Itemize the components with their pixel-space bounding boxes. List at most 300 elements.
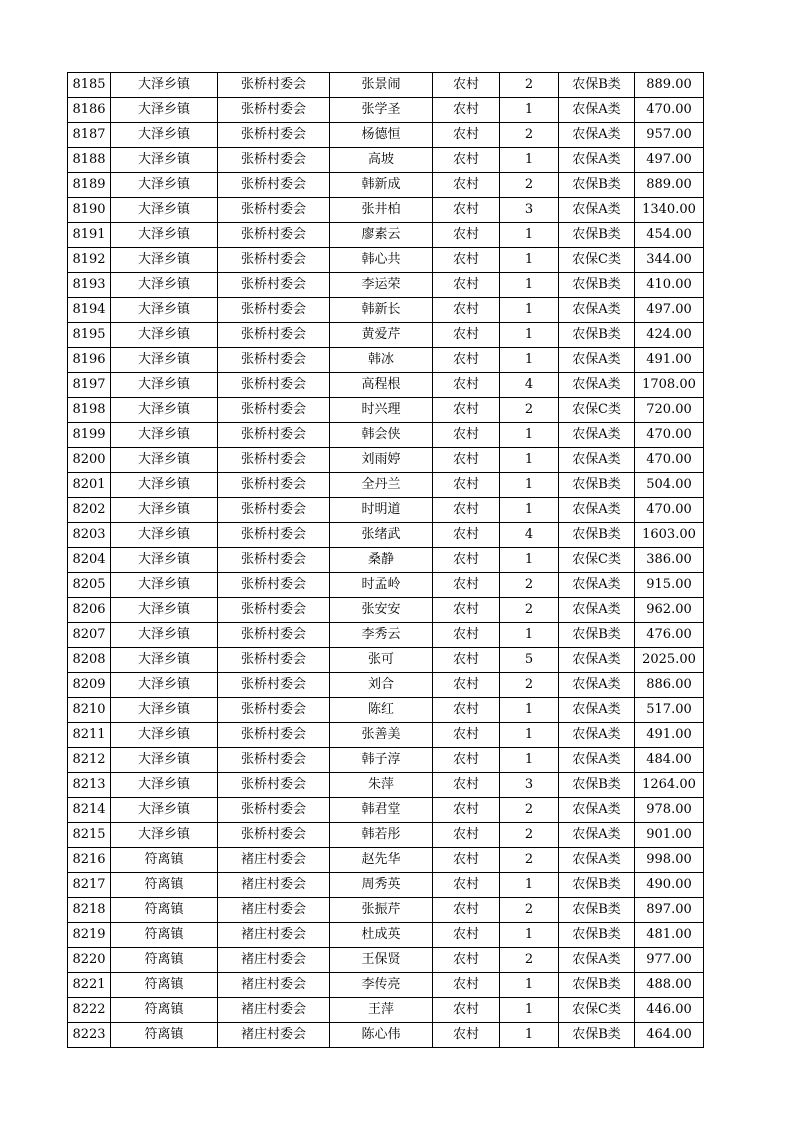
residence-type-cell: 农村: [433, 448, 500, 473]
amount-cell: 998.00: [635, 848, 704, 873]
residence-type-cell: 农村: [433, 873, 500, 898]
table-row: [68, 598, 704, 623]
village-committee-cell: 褚庄村委会: [218, 998, 330, 1023]
person-name-cell: 周秀英: [330, 873, 433, 898]
person-name-cell: 韩心共: [330, 248, 433, 273]
village-committee-cell: 张桥村委会: [218, 748, 330, 773]
household-size-cell: 1: [500, 448, 559, 473]
residence-type-cell: 农村: [433, 648, 500, 673]
village-committee-cell: 张桥村委会: [218, 223, 330, 248]
record-number-cell: 8193: [68, 273, 111, 298]
insurance-category-cell: 农保A类: [559, 648, 635, 673]
household-size-cell: 1: [500, 273, 559, 298]
person-name-cell: 时兴理: [330, 398, 433, 423]
table-row: [68, 623, 704, 648]
record-number-cell: 8223: [68, 1023, 111, 1048]
household-size-cell: 2: [500, 798, 559, 823]
table-row: [68, 848, 704, 873]
village-committee-cell: 张桥村委会: [218, 473, 330, 498]
insurance-category-cell: 农保B类: [559, 973, 635, 998]
amount-cell: 344.00: [635, 248, 704, 273]
township-cell: 大泽乡镇: [111, 348, 218, 373]
residence-type-cell: 农村: [433, 348, 500, 373]
household-size-cell: 2: [500, 898, 559, 923]
village-committee-cell: 张桥村委会: [218, 98, 330, 123]
table-row: [68, 248, 704, 273]
village-committee-cell: 张桥村委会: [218, 798, 330, 823]
table-row: [68, 348, 704, 373]
insurance-category-cell: 农保B类: [559, 173, 635, 198]
insurance-category-cell: 农保B类: [559, 523, 635, 548]
residence-type-cell: 农村: [433, 498, 500, 523]
residence-type-cell: 农村: [433, 623, 500, 648]
insurance-category-cell: 农保B类: [559, 273, 635, 298]
residence-type-cell: 农村: [433, 598, 500, 623]
village-committee-cell: 张桥村委会: [218, 823, 330, 848]
person-name-cell: 张善美: [330, 723, 433, 748]
residence-type-cell: 农村: [433, 823, 500, 848]
amount-cell: 484.00: [635, 748, 704, 773]
township-cell: 大泽乡镇: [111, 673, 218, 698]
record-number-cell: 8192: [68, 248, 111, 273]
village-committee-cell: 张桥村委会: [218, 723, 330, 748]
township-cell: 大泽乡镇: [111, 223, 218, 248]
residence-type-cell: 农村: [433, 898, 500, 923]
table-row: [68, 273, 704, 298]
amount-cell: 497.00: [635, 148, 704, 173]
amount-cell: 1603.00: [635, 523, 704, 548]
village-committee-cell: 张桥村委会: [218, 148, 330, 173]
amount-cell: 2025.00: [635, 648, 704, 673]
table-row: [68, 198, 704, 223]
township-cell: 大泽乡镇: [111, 523, 218, 548]
amount-cell: 470.00: [635, 98, 704, 123]
township-cell: 大泽乡镇: [111, 473, 218, 498]
record-number-cell: 8198: [68, 398, 111, 423]
township-cell: 大泽乡镇: [111, 498, 218, 523]
table-row: [68, 523, 704, 548]
insurance-category-cell: 农保A类: [559, 798, 635, 823]
residence-type-cell: 农村: [433, 323, 500, 348]
person-name-cell: 赵先华: [330, 848, 433, 873]
amount-cell: 497.00: [635, 298, 704, 323]
residence-type-cell: 农村: [433, 548, 500, 573]
record-number-cell: 8187: [68, 123, 111, 148]
table-row: [68, 798, 704, 823]
insurance-category-cell: 农保A类: [559, 298, 635, 323]
residence-type-cell: 农村: [433, 748, 500, 773]
village-committee-cell: 张桥村委会: [218, 673, 330, 698]
record-number-cell: 8185: [68, 73, 111, 98]
village-committee-cell: 张桥村委会: [218, 198, 330, 223]
household-size-cell: 1: [500, 623, 559, 648]
person-name-cell: 韩冰: [330, 348, 433, 373]
person-name-cell: 张井柏: [330, 198, 433, 223]
person-name-cell: 黄爱芹: [330, 323, 433, 348]
township-cell: 大泽乡镇: [111, 823, 218, 848]
village-committee-cell: 张桥村委会: [218, 598, 330, 623]
amount-cell: 889.00: [635, 73, 704, 98]
table-row: [68, 473, 704, 498]
amount-cell: 386.00: [635, 548, 704, 573]
household-size-cell: 1: [500, 1023, 559, 1048]
table-row: [68, 1023, 704, 1048]
amount-cell: 978.00: [635, 798, 704, 823]
record-number-cell: 8222: [68, 998, 111, 1023]
amount-cell: 977.00: [635, 948, 704, 973]
village-committee-cell: 张桥村委会: [218, 348, 330, 373]
household-size-cell: 1: [500, 323, 559, 348]
table-row: [68, 323, 704, 348]
insurance-category-cell: 农保A类: [559, 98, 635, 123]
amount-cell: 491.00: [635, 723, 704, 748]
record-number-cell: 8218: [68, 898, 111, 923]
person-name-cell: 韩新成: [330, 173, 433, 198]
insurance-category-cell: 农保B类: [559, 873, 635, 898]
residence-type-cell: 农村: [433, 848, 500, 873]
insurance-category-cell: 农保B类: [559, 223, 635, 248]
township-cell: 符离镇: [111, 948, 218, 973]
amount-cell: 957.00: [635, 123, 704, 148]
insurance-category-cell: 农保A类: [559, 573, 635, 598]
village-committee-cell: 张桥村委会: [218, 423, 330, 448]
record-number-cell: 8189: [68, 173, 111, 198]
village-committee-cell: 张桥村委会: [218, 323, 330, 348]
household-size-cell: 2: [500, 73, 559, 98]
residence-type-cell: 农村: [433, 523, 500, 548]
township-cell: 符离镇: [111, 898, 218, 923]
village-committee-cell: 张桥村委会: [218, 73, 330, 98]
residence-type-cell: 农村: [433, 673, 500, 698]
residence-type-cell: 农村: [433, 1023, 500, 1048]
person-name-cell: 刘合: [330, 673, 433, 698]
household-size-cell: 2: [500, 173, 559, 198]
village-committee-cell: 褚庄村委会: [218, 948, 330, 973]
residence-type-cell: 农村: [433, 298, 500, 323]
insurance-category-cell: 农保B类: [559, 1023, 635, 1048]
person-name-cell: 韩会侠: [330, 423, 433, 448]
residence-type-cell: 农村: [433, 423, 500, 448]
amount-cell: 464.00: [635, 1023, 704, 1048]
table-row: [68, 298, 704, 323]
household-size-cell: 1: [500, 723, 559, 748]
insurance-category-cell: 农保B类: [559, 923, 635, 948]
residence-type-cell: 农村: [433, 123, 500, 148]
person-name-cell: 时明道: [330, 498, 433, 523]
table-row: [68, 723, 704, 748]
residence-type-cell: 农村: [433, 198, 500, 223]
record-number-cell: 8206: [68, 598, 111, 623]
household-size-cell: 4: [500, 373, 559, 398]
amount-cell: 481.00: [635, 923, 704, 948]
amount-cell: 915.00: [635, 573, 704, 598]
insurance-category-cell: 农保A类: [559, 198, 635, 223]
record-number-cell: 8211: [68, 723, 111, 748]
township-cell: 大泽乡镇: [111, 248, 218, 273]
household-size-cell: 1: [500, 973, 559, 998]
township-cell: 大泽乡镇: [111, 298, 218, 323]
household-size-cell: 1: [500, 223, 559, 248]
insurance-category-cell: 农保A类: [559, 498, 635, 523]
amount-cell: 410.00: [635, 273, 704, 298]
insurance-category-cell: 农保A类: [559, 123, 635, 148]
table-row: [68, 898, 704, 923]
amount-cell: 901.00: [635, 823, 704, 848]
insurance-category-cell: 农保C类: [559, 398, 635, 423]
township-cell: 大泽乡镇: [111, 98, 218, 123]
village-committee-cell: 张桥村委会: [218, 648, 330, 673]
residence-type-cell: 农村: [433, 798, 500, 823]
insurance-category-cell: 农保B类: [559, 898, 635, 923]
residence-type-cell: 农村: [433, 73, 500, 98]
household-size-cell: 2: [500, 398, 559, 423]
township-cell: 大泽乡镇: [111, 723, 218, 748]
insurance-category-cell: 农保A类: [559, 698, 635, 723]
amount-cell: 517.00: [635, 698, 704, 723]
person-name-cell: 王保贤: [330, 948, 433, 973]
village-committee-cell: 褚庄村委会: [218, 1023, 330, 1048]
table-row: [68, 498, 704, 523]
household-size-cell: 4: [500, 523, 559, 548]
table-row: [68, 423, 704, 448]
record-number-cell: 8208: [68, 648, 111, 673]
amount-cell: 1708.00: [635, 373, 704, 398]
insurance-category-cell: 农保A类: [559, 848, 635, 873]
record-number-cell: 8221: [68, 973, 111, 998]
insurance-category-cell: 农保A类: [559, 598, 635, 623]
township-cell: 符离镇: [111, 923, 218, 948]
amount-cell: 491.00: [635, 348, 704, 373]
township-cell: 大泽乡镇: [111, 548, 218, 573]
residence-type-cell: 农村: [433, 398, 500, 423]
village-committee-cell: 张桥村委会: [218, 448, 330, 473]
residence-type-cell: 农村: [433, 998, 500, 1023]
insurance-category-cell: 农保A类: [559, 148, 635, 173]
village-committee-cell: 张桥村委会: [218, 298, 330, 323]
table-row: [68, 773, 704, 798]
insurance-category-cell: 农保B类: [559, 623, 635, 648]
person-name-cell: 高坡: [330, 148, 433, 173]
person-name-cell: 张振芹: [330, 898, 433, 923]
table-row: [68, 98, 704, 123]
insurance-category-cell: 农保A类: [559, 423, 635, 448]
table-row: [68, 948, 704, 973]
residence-type-cell: 农村: [433, 923, 500, 948]
table-row: [68, 998, 704, 1023]
residence-type-cell: 农村: [433, 148, 500, 173]
person-name-cell: 高程根: [330, 373, 433, 398]
record-number-cell: 8216: [68, 848, 111, 873]
insurance-category-cell: 农保A类: [559, 348, 635, 373]
township-cell: 符离镇: [111, 1023, 218, 1048]
person-name-cell: 韩新长: [330, 298, 433, 323]
insurance-category-cell: 农保A类: [559, 373, 635, 398]
township-cell: 大泽乡镇: [111, 148, 218, 173]
residence-type-cell: 农村: [433, 773, 500, 798]
person-name-cell: 刘雨婷: [330, 448, 433, 473]
township-cell: 大泽乡镇: [111, 573, 218, 598]
table-row: [68, 223, 704, 248]
household-size-cell: 1: [500, 998, 559, 1023]
table-row: [68, 73, 704, 98]
record-number-cell: 8195: [68, 323, 111, 348]
household-size-cell: 1: [500, 98, 559, 123]
amount-cell: 470.00: [635, 448, 704, 473]
residence-type-cell: 农村: [433, 98, 500, 123]
person-name-cell: 陈心伟: [330, 1023, 433, 1048]
record-number-cell: 8201: [68, 473, 111, 498]
amount-cell: 1264.00: [635, 773, 704, 798]
record-number-cell: 8203: [68, 523, 111, 548]
residence-type-cell: 农村: [433, 273, 500, 298]
household-size-cell: 3: [500, 773, 559, 798]
township-cell: 大泽乡镇: [111, 273, 218, 298]
household-size-cell: 2: [500, 823, 559, 848]
household-size-cell: 1: [500, 473, 559, 498]
village-committee-cell: 张桥村委会: [218, 173, 330, 198]
table-row: [68, 823, 704, 848]
household-size-cell: 1: [500, 248, 559, 273]
township-cell: 大泽乡镇: [111, 423, 218, 448]
record-number-cell: 8197: [68, 373, 111, 398]
township-cell: 大泽乡镇: [111, 123, 218, 148]
village-committee-cell: 张桥村委会: [218, 698, 330, 723]
amount-cell: 490.00: [635, 873, 704, 898]
village-committee-cell: 张桥村委会: [218, 498, 330, 523]
record-number-cell: 8186: [68, 98, 111, 123]
record-number-cell: 8191: [68, 223, 111, 248]
amount-cell: 454.00: [635, 223, 704, 248]
village-committee-cell: 张桥村委会: [218, 623, 330, 648]
person-name-cell: 廖素云: [330, 223, 433, 248]
amount-cell: 889.00: [635, 173, 704, 198]
amount-cell: 446.00: [635, 998, 704, 1023]
amount-cell: 886.00: [635, 673, 704, 698]
village-committee-cell: 张桥村委会: [218, 373, 330, 398]
village-committee-cell: 张桥村委会: [218, 273, 330, 298]
person-name-cell: 张安安: [330, 598, 433, 623]
village-committee-cell: 张桥村委会: [218, 773, 330, 798]
table-row: [68, 123, 704, 148]
township-cell: 符离镇: [111, 973, 218, 998]
residence-type-cell: 农村: [433, 248, 500, 273]
person-name-cell: 韩若彤: [330, 823, 433, 848]
household-size-cell: 2: [500, 848, 559, 873]
roster-body: [68, 73, 704, 1048]
roster-table: [67, 72, 704, 1048]
household-size-cell: 2: [500, 573, 559, 598]
person-name-cell: 张学圣: [330, 98, 433, 123]
household-size-cell: 2: [500, 948, 559, 973]
amount-cell: 476.00: [635, 623, 704, 648]
person-name-cell: 李传亮: [330, 973, 433, 998]
residence-type-cell: 农村: [433, 573, 500, 598]
village-committee-cell: 褚庄村委会: [218, 923, 330, 948]
township-cell: 大泽乡镇: [111, 73, 218, 98]
record-number-cell: 8209: [68, 673, 111, 698]
table-row: [68, 373, 704, 398]
insurance-category-cell: 农保A类: [559, 673, 635, 698]
insurance-category-cell: 农保A类: [559, 723, 635, 748]
household-size-cell: 2: [500, 598, 559, 623]
insurance-category-cell: 农保C类: [559, 548, 635, 573]
village-committee-cell: 褚庄村委会: [218, 898, 330, 923]
person-name-cell: 全丹兰: [330, 473, 433, 498]
table-row: [68, 173, 704, 198]
amount-cell: 1340.00: [635, 198, 704, 223]
township-cell: 符离镇: [111, 848, 218, 873]
village-committee-cell: 张桥村委会: [218, 573, 330, 598]
insurance-category-cell: 农保B类: [559, 773, 635, 798]
insurance-category-cell: 农保A类: [559, 448, 635, 473]
person-name-cell: 张绪武: [330, 523, 433, 548]
record-number-cell: 8213: [68, 773, 111, 798]
record-number-cell: 8196: [68, 348, 111, 373]
person-name-cell: 张可: [330, 648, 433, 673]
record-number-cell: 8188: [68, 148, 111, 173]
residence-type-cell: 农村: [433, 473, 500, 498]
residence-type-cell: 农村: [433, 173, 500, 198]
household-size-cell: 1: [500, 423, 559, 448]
insurance-category-cell: 农保B类: [559, 473, 635, 498]
amount-cell: 488.00: [635, 973, 704, 998]
household-size-cell: 5: [500, 648, 559, 673]
township-cell: 大泽乡镇: [111, 373, 218, 398]
record-number-cell: 8190: [68, 198, 111, 223]
person-name-cell: 李秀云: [330, 623, 433, 648]
insurance-category-cell: 农保A类: [559, 748, 635, 773]
table-row: [68, 673, 704, 698]
record-number-cell: 8219: [68, 923, 111, 948]
insurance-category-cell: 农保C类: [559, 998, 635, 1023]
table-row: [68, 973, 704, 998]
record-number-cell: 8210: [68, 698, 111, 723]
amount-cell: 424.00: [635, 323, 704, 348]
township-cell: 大泽乡镇: [111, 323, 218, 348]
table-row: [68, 448, 704, 473]
person-name-cell: 韩君堂: [330, 798, 433, 823]
person-name-cell: 韩子淳: [330, 748, 433, 773]
residence-type-cell: 农村: [433, 373, 500, 398]
record-number-cell: 8205: [68, 573, 111, 598]
household-size-cell: 1: [500, 148, 559, 173]
record-number-cell: 8212: [68, 748, 111, 773]
township-cell: 大泽乡镇: [111, 648, 218, 673]
table-row: [68, 648, 704, 673]
record-number-cell: 8220: [68, 948, 111, 973]
village-committee-cell: 张桥村委会: [218, 248, 330, 273]
township-cell: 符离镇: [111, 873, 218, 898]
household-size-cell: 1: [500, 873, 559, 898]
table-row: [68, 873, 704, 898]
household-size-cell: 1: [500, 348, 559, 373]
village-committee-cell: 褚庄村委会: [218, 873, 330, 898]
insurance-category-cell: 农保C类: [559, 248, 635, 273]
amount-cell: 504.00: [635, 473, 704, 498]
amount-cell: 962.00: [635, 598, 704, 623]
township-cell: 大泽乡镇: [111, 798, 218, 823]
residence-type-cell: 农村: [433, 948, 500, 973]
table-row: [68, 573, 704, 598]
residence-type-cell: 农村: [433, 723, 500, 748]
record-number-cell: 8194: [68, 298, 111, 323]
person-name-cell: 李运荣: [330, 273, 433, 298]
township-cell: 大泽乡镇: [111, 698, 218, 723]
table-row: [68, 923, 704, 948]
village-committee-cell: 褚庄村委会: [218, 848, 330, 873]
table-row: [68, 748, 704, 773]
township-cell: 符离镇: [111, 998, 218, 1023]
